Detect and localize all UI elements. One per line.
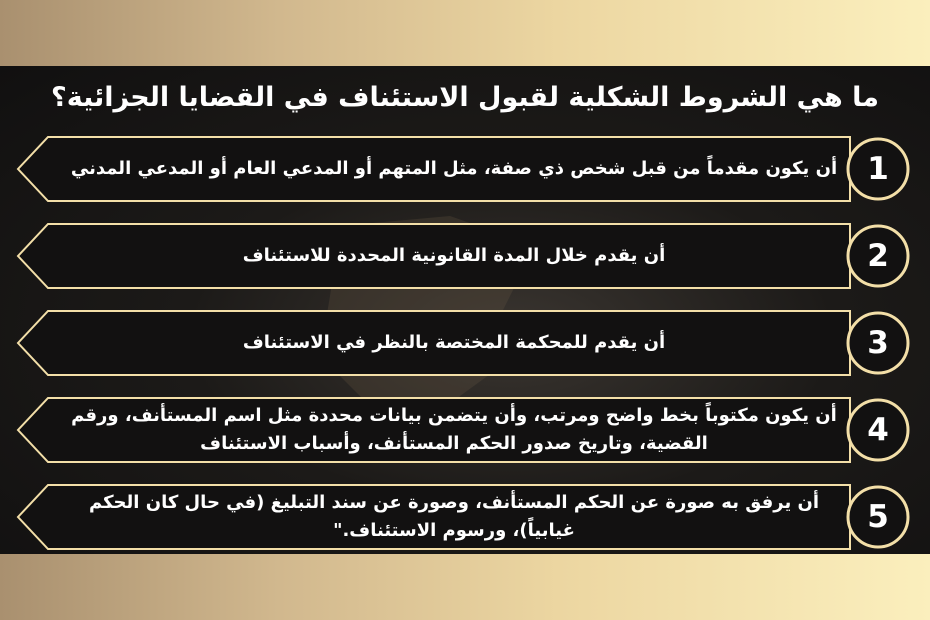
condition-item-2 xyxy=(14,220,916,292)
condition-text: أن يكون مكتوباً بخط واضح ومرتب، وأن يتضمن بيانات محددة مثل اسم المستأنف، ورقم القضية، وتاريخ صدور الحكم المستأنف، وأسباب الاستئناف xyxy=(71,405,837,454)
condition-item-5 xyxy=(14,481,916,553)
condition-item-4 xyxy=(14,394,916,466)
condition-number: 4 xyxy=(867,412,889,448)
condition-item-1 xyxy=(14,133,916,205)
condition-text: أن يكون مقدماً من قبل شخص ذي صفة، مثل المتهم أو المدعي العام أو المدعي المدني xyxy=(70,158,838,179)
condition-number: 1 xyxy=(867,151,889,187)
condition-text: أن يرفق به صورة عن الحكم المستأنف، وصورة عن سند التبليغ (في حال كان الحكم غيابياً)، ورسوم الاستئناف." xyxy=(88,492,820,541)
condition-number: 2 xyxy=(867,238,889,274)
condition-text: أن يقدم خلال المدة القانونية المحددة للاستئناف xyxy=(242,245,666,266)
condition-number: 5 xyxy=(867,499,889,535)
condition-item-3 xyxy=(14,307,916,379)
condition-text: أن يقدم للمحكمة المختصة بالنظر في الاستئناف xyxy=(242,332,666,353)
page-title: ما هي الشروط الشكلية لقبول الاستئناف في القضايا الجزائية؟ xyxy=(51,82,879,113)
condition-number: 3 xyxy=(867,325,889,361)
